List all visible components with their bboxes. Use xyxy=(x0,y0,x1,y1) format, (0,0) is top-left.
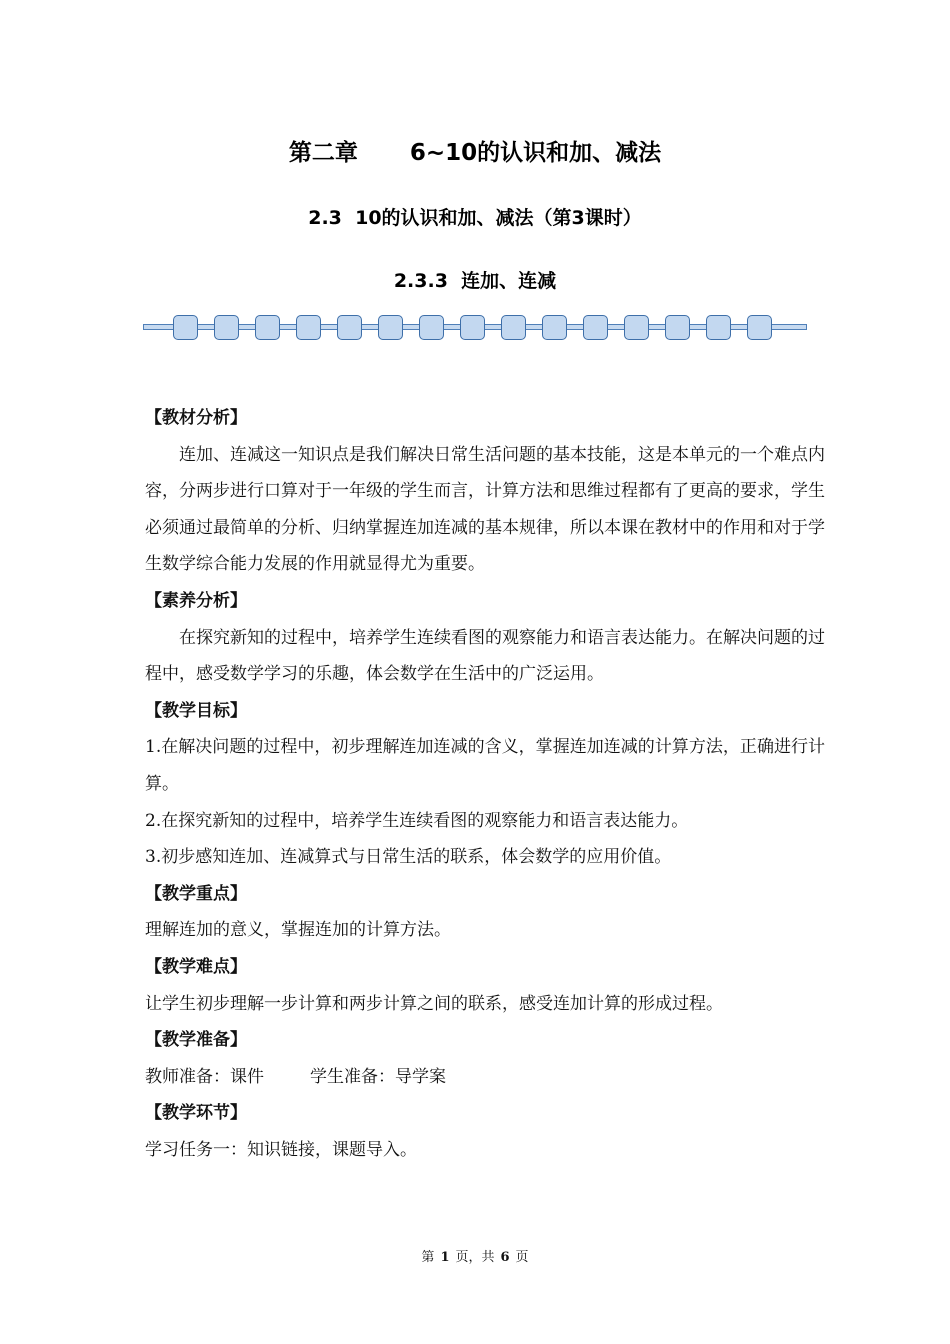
divider-bead xyxy=(214,315,239,340)
divider-bead xyxy=(419,315,444,340)
footer-prefix: 第 xyxy=(421,1250,435,1265)
key-points-text: 理解连加的意义，掌握连加的计算方法。 xyxy=(145,920,451,941)
process-heading: 【教学环节】 xyxy=(145,1103,247,1124)
chapter-title-number: 第二章 xyxy=(288,140,358,166)
teaching-goal-item: 1.在解决问题的过程中，初步理解连加连减的含义，掌握连加连减的计算方法，正确进行计算。 xyxy=(145,737,825,794)
material-analysis-text: 连加、连减这一知识点是我们解决日常生活问题的基本技能，这是本单元的一个难点内容，分两步进行口算对于一年级的学生而言，计算方法和思维过程都有了更高的要求，学生必须通过最简单的分析、归纳掌握连加连减的基本规律，所以本课在教材中的作用和对于学生数学综合能力发展的作用就显得尤为重要。 xyxy=(145,444,825,575)
divider-bead xyxy=(501,315,526,340)
divider-bead xyxy=(624,315,649,340)
divider-bead xyxy=(255,315,280,340)
teaching-goals-heading: 【教学目标】 xyxy=(145,700,247,721)
difficulties-heading: 【教学难点】 xyxy=(145,956,247,977)
chapter-title-topic: 6~10的认识和加、减法 xyxy=(409,140,662,166)
preparation-text xyxy=(145,1059,825,1096)
process-text: 学习任务一：知识链接，课题导入。 xyxy=(145,1139,417,1160)
divider-bead xyxy=(173,315,198,340)
difficulties-text: 让学生初步理解一步计算和两步计算之间的联系，感受连加计算的形成过程。 xyxy=(145,993,723,1014)
divider-bead xyxy=(542,315,567,340)
key-points-heading: 【教学重点】 xyxy=(145,883,247,904)
divider-bead xyxy=(747,315,772,340)
divider-bead xyxy=(460,315,485,340)
divider-bead xyxy=(665,315,690,340)
teaching-goal-item: 2.在探究新知的过程中，培养学生连续看图的观察能力和语言表达能力。 xyxy=(145,810,689,831)
total-page-count: 6 xyxy=(500,1250,510,1265)
material-analysis-heading: 【教材分析】 xyxy=(145,408,247,428)
literacy-analysis-heading: 【素养分析】 xyxy=(145,590,247,611)
teaching-goal-item: 3.初步感知连加、连减算式与日常生活的联系，体会数学的应用价值。 xyxy=(145,847,672,868)
page-footer xyxy=(0,1246,950,1265)
divider-bead xyxy=(296,315,321,340)
divider-bead xyxy=(706,315,731,340)
footer-middle: 页，共 xyxy=(455,1250,495,1265)
student-preparation: 学生准备：导学案 xyxy=(310,1066,446,1087)
subsection-title: 2.3.3 连加、连减 xyxy=(393,270,557,292)
divider-bead xyxy=(337,315,362,340)
footer-suffix: 页 xyxy=(515,1250,529,1265)
document-body xyxy=(145,400,825,1168)
bead-divider xyxy=(143,313,807,343)
section-title: 2.3 10的认识和加、减法（第3课时） xyxy=(308,207,642,229)
chapter-title xyxy=(0,134,950,167)
divider-bead xyxy=(378,315,403,340)
preparation-heading: 【教学准备】 xyxy=(145,1030,247,1051)
teacher-preparation: 教师准备：课件 xyxy=(145,1066,264,1087)
divider-bead xyxy=(583,315,608,340)
current-page-number: 1 xyxy=(440,1250,450,1265)
literacy-analysis-text: 在探究新知的过程中，培养学生连续看图的观察能力和语言表达能力。在解决问题的过程中，感受数学学习的乐趣，体会数学在生活中的广泛运用。 xyxy=(145,627,825,685)
